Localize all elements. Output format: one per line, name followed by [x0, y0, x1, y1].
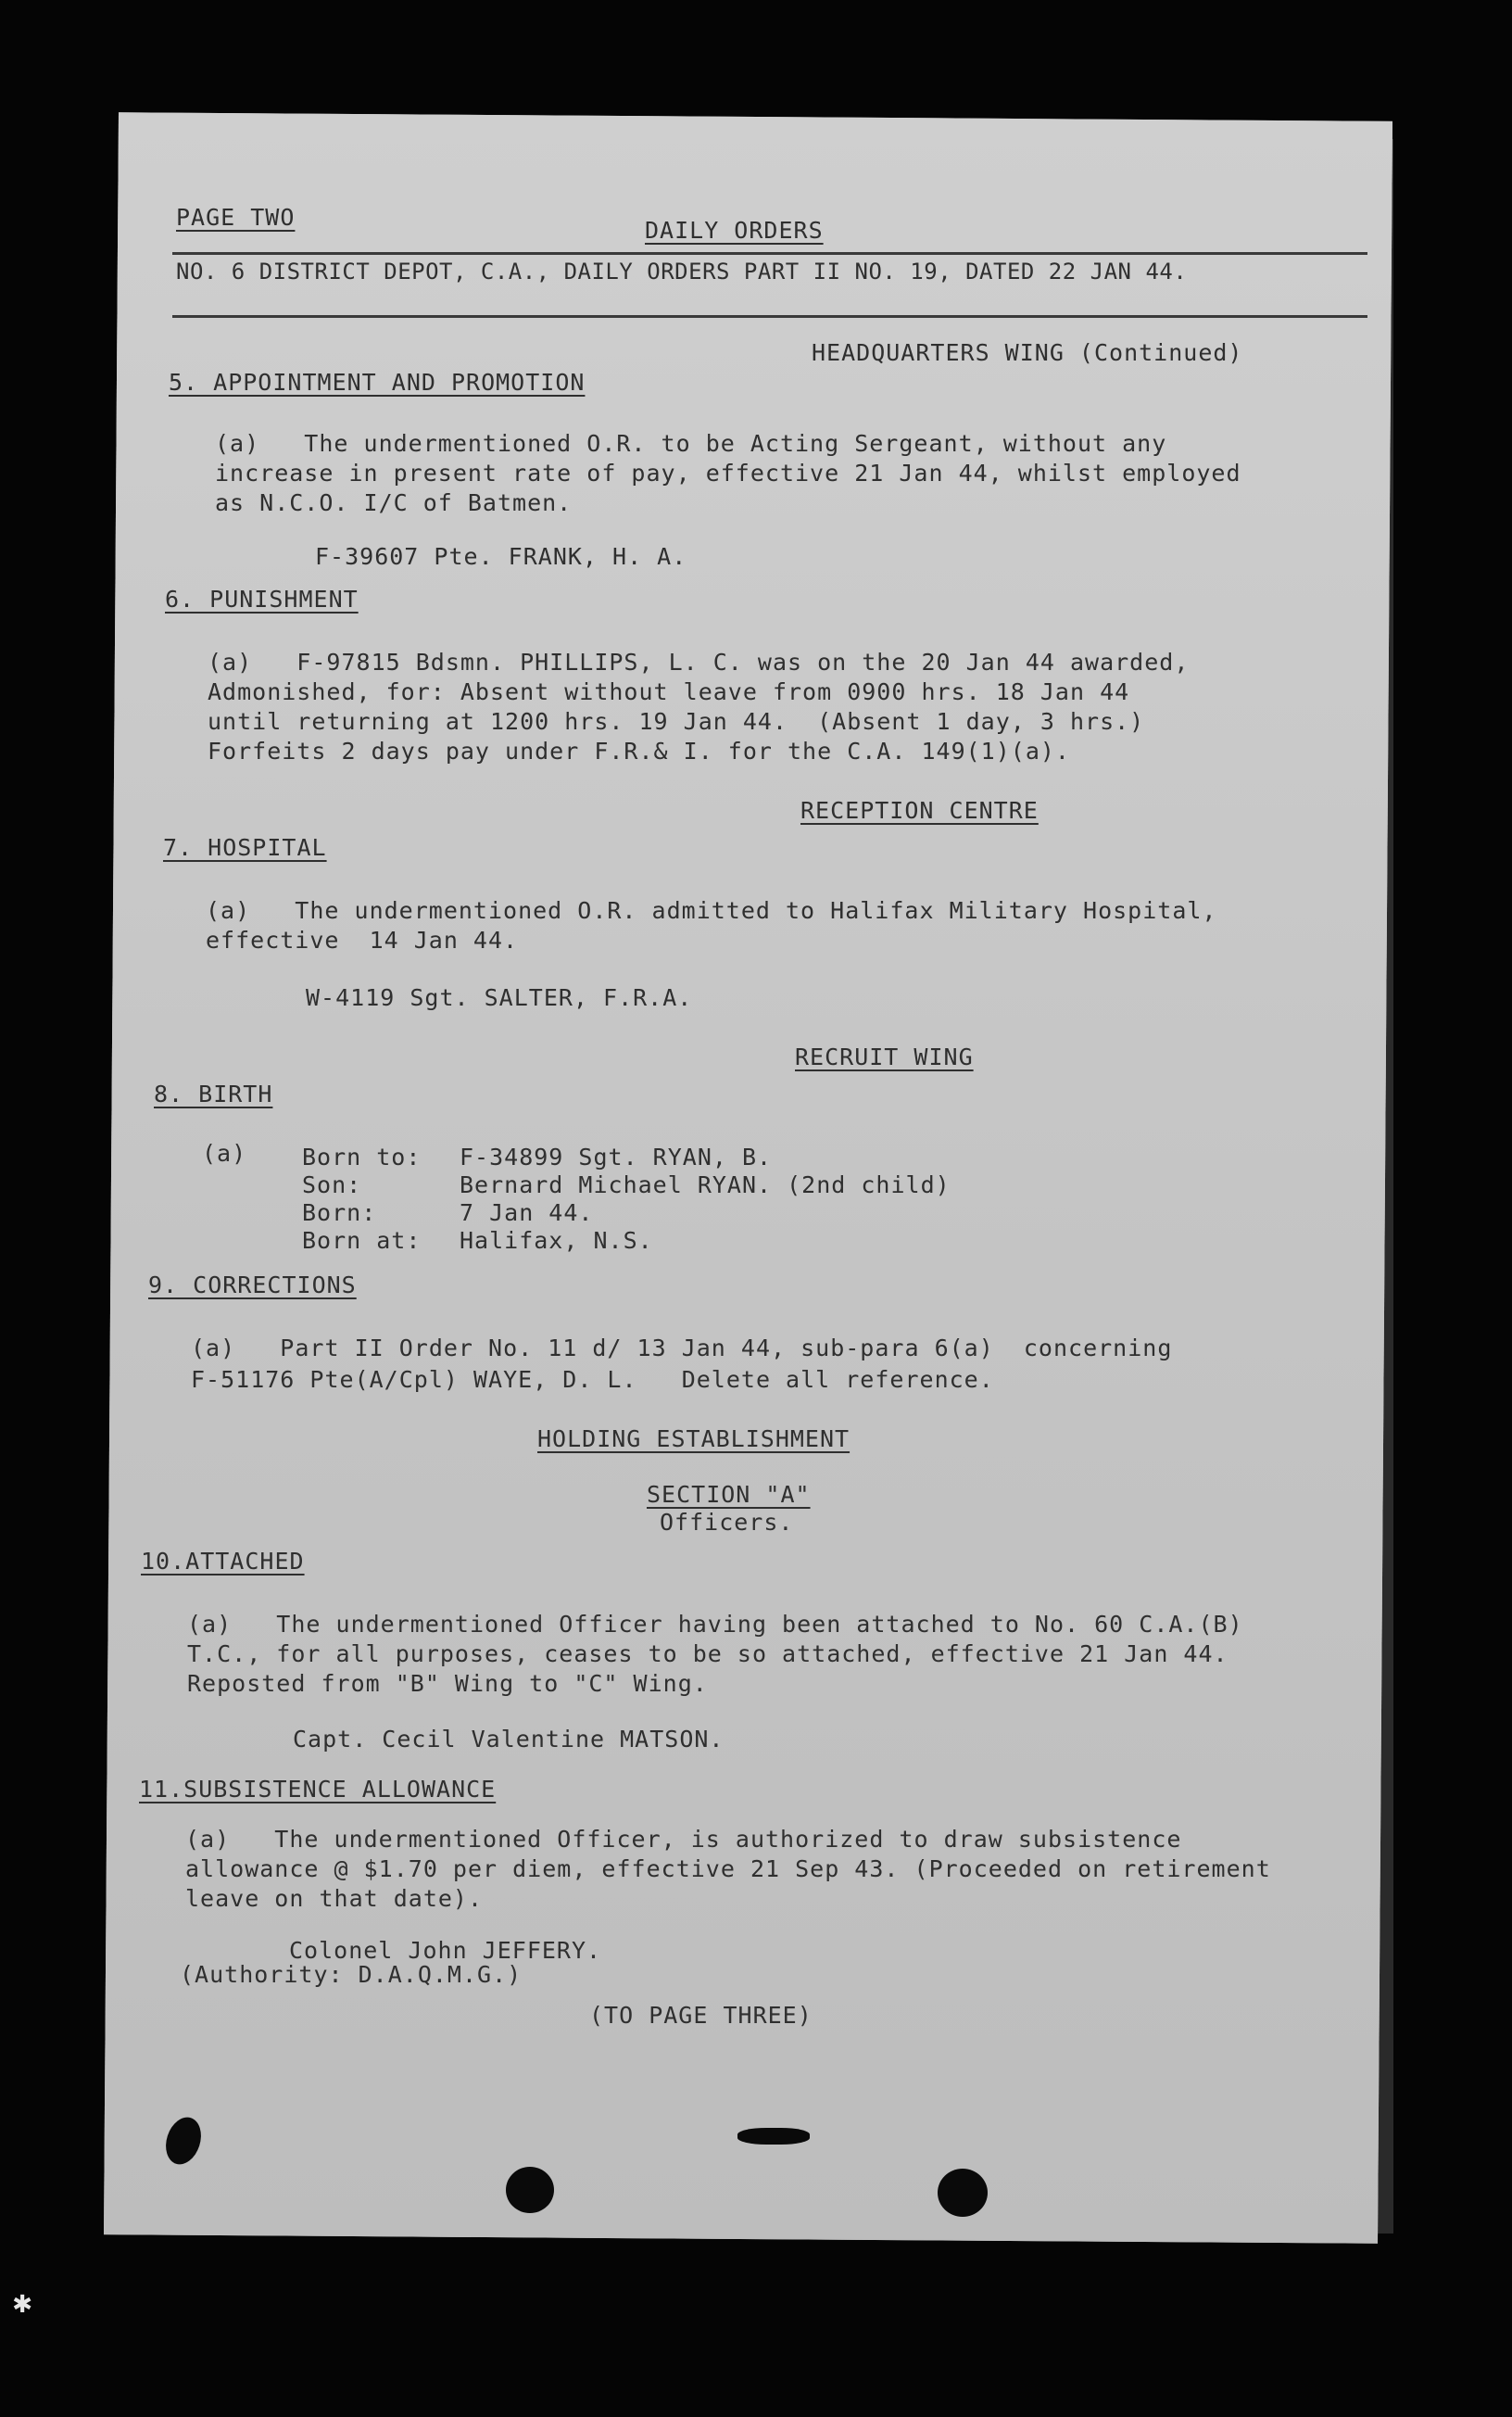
item-8-label-4: Born at: [302, 1227, 422, 1254]
item-8-heading: 8. BIRTH [154, 1081, 273, 1107]
item-5-line-3: as N.C.O. I/C of Batmen. [215, 489, 573, 516]
item-10-line-2: T.C., for all purposes, ceases to be so attached, effective 21 Jan 44. [187, 1640, 1228, 1667]
item-7-heading: 7. HOSPITAL [163, 834, 327, 861]
item-11-line-3: leave on that date). [185, 1885, 484, 1912]
item-11-line-2: allowance @ $1.70 per diem, effective 21 Sep 43. (Proceeded on retirement [185, 1855, 1271, 1882]
item-5-person: F-39607 Pte. FRANK, H. A. [315, 543, 687, 570]
item-8-value-1: F-34899 Sgt. RYAN, B. [460, 1144, 773, 1171]
item-10-person: Capt. Cecil Valentine MATSON. [293, 1726, 724, 1753]
item-11-line-1: (a) The undermentioned Officer, is authorized to draw subsistence [185, 1826, 1182, 1853]
item-8-value-3: 7 Jan 44. [460, 1199, 594, 1226]
item-6-line-1: (a) F-97815 Bdsmn. PHILLIPS, L. C. was on the 20 Jan 44 awarded, [208, 649, 1190, 676]
section-reception-centre: RECEPTION CENTRE [800, 797, 1039, 824]
item-10-heading: 10.ATTACHED [141, 1548, 305, 1575]
item-6-line-4: Forfeits 2 days pay under F.R.& I. for the C.A. 149(1)(a). [208, 738, 1070, 765]
item-8-value-2: Bernard Michael RYAN. (2nd child) [460, 1171, 951, 1198]
document-title: DAILY ORDERS [645, 217, 824, 244]
item-8-marker: (a) [202, 1140, 247, 1167]
header-rule-bottom [172, 315, 1367, 318]
item-8-label-2: Son: [302, 1171, 362, 1198]
scan-corner-mark: ✱ [13, 2284, 32, 2321]
item-11-person: Colonel John JEFFERY. [289, 1937, 602, 1964]
item-8-label-3: Born: [302, 1199, 377, 1226]
page-footer: (TO PAGE THREE) [589, 2002, 813, 2029]
item-11-authority: (Authority: D.A.Q.M.G.) [180, 1961, 523, 1988]
item-5-line-1: (a) The undermentioned O.R. to be Acting Sergeant, without any [215, 430, 1167, 457]
section-officers: Officers. [660, 1509, 794, 1536]
item-10-line-3: Reposted from "B" Wing to "C" Wing. [187, 1670, 708, 1697]
item-11-heading: 11.SUBSISTENCE ALLOWANCE [139, 1776, 497, 1803]
item-6-line-2: Admonished, for: Absent without leave from 0900 hrs. 18 Jan 44 [208, 678, 1130, 705]
item-5-line-2: increase in present rate of pay, effective 21 Jan 44, whilst employed [215, 460, 1241, 487]
item-7-line-2: effective 14 Jan 44. [206, 927, 519, 954]
section-holding-establishment: HOLDING ESTABLISHMENT [537, 1425, 850, 1452]
page-number: PAGE TWO [176, 204, 296, 231]
item-8-label-1: Born to: [302, 1144, 422, 1171]
punch-hole-center [506, 2167, 554, 2213]
ink-smudge [737, 2128, 810, 2145]
item-9-heading: 9. CORRECTIONS [148, 1272, 357, 1298]
item-5-heading: 5. APPOINTMENT AND PROMOTION [169, 369, 586, 396]
section-recruit-wing: RECRUIT WING [795, 1044, 974, 1070]
item-9-line-1: (a) Part II Order No. 11 d/ 13 Jan 44, sub-para 6(a) concerning [191, 1335, 1173, 1361]
item-7-person: W-4119 Sgt. SALTER, F.R.A. [306, 984, 693, 1011]
item-6-line-3: until returning at 1200 hrs. 19 Jan 44. (Absent 1 day, 3 hrs.) [208, 708, 1145, 735]
item-9-line-2: F-51176 Pte(A/Cpl) WAYE, D. L. Delete all reference. [191, 1366, 994, 1393]
section-a: SECTION "A" [647, 1481, 811, 1508]
item-8-value-4: Halifax, N.S. [460, 1227, 653, 1254]
item-10-line-1: (a) The undermentioned Officer having been attached to No. 60 C.A.(B) [187, 1611, 1243, 1638]
section-hq-wing: HEADQUARTERS WING (Continued) [812, 339, 1243, 366]
punch-hole-right [938, 2169, 988, 2217]
header-rule-top [172, 252, 1367, 255]
item-6-heading: 6. PUNISHMENT [165, 586, 359, 613]
document-subtitle: NO. 6 DISTRICT DEPOT, C.A., DAILY ORDERS PART II NO. 19, DATED 22 JAN 44. [176, 259, 1188, 285]
item-7-line-1: (a) The undermentioned O.R. admitted to Halifax Military Hospital, [206, 897, 1217, 924]
